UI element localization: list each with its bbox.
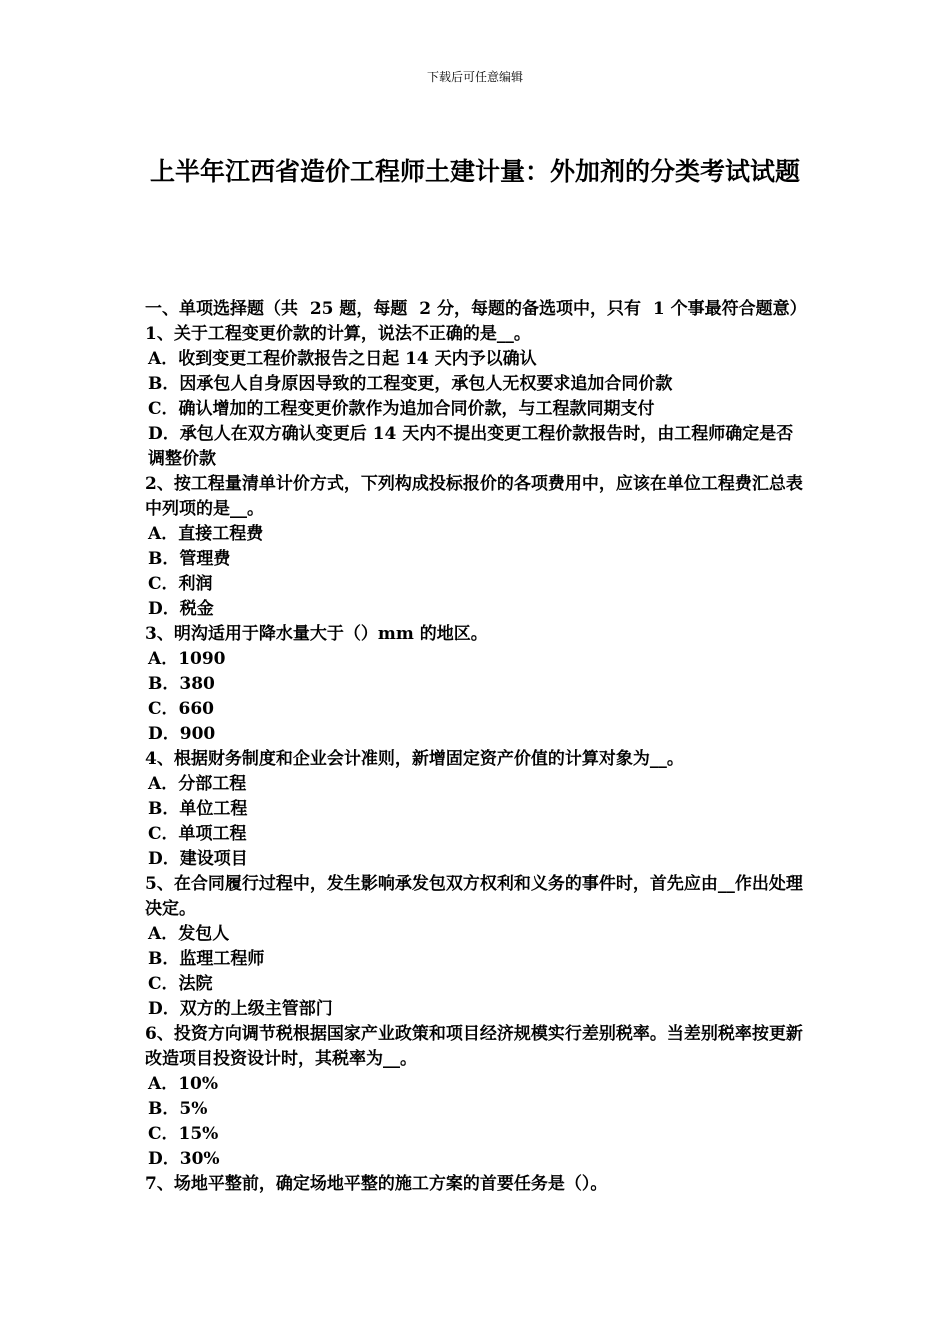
question-4	[145, 747, 807, 872]
option-d: D．双方的上级主管部门	[148, 999, 333, 1019]
option-b: B．监理工程师	[148, 949, 265, 969]
option-d: D．承包人在双方确认变更后 14 天内不提出变更工程价款报告时，由工程师确定是否调整价款	[148, 424, 794, 469]
question-5	[145, 872, 807, 1022]
question-3	[145, 622, 807, 747]
option-a: A．发包人	[148, 924, 230, 944]
option-c: C．15%	[148, 1124, 219, 1144]
section-heading: 一、单项选择题（共 25 题，每题 2 分，每题的备选项中，只有 1 个事最符合题意）	[145, 299, 807, 319]
option-a: A．分部工程	[148, 774, 247, 794]
option-d: D．税金	[148, 599, 214, 619]
option-c: C．法院	[148, 974, 213, 994]
option-c: C．660	[148, 699, 215, 719]
question-stem: 4、根据财务制度和企业会计准则，新增固定资产价值的计算对象为__。	[145, 749, 684, 769]
question-7	[145, 1172, 807, 1197]
option-a: A．直接工程费	[148, 524, 264, 544]
header-note: 下载后可任意编辑	[426, 70, 523, 84]
option-b: B．管理费	[148, 549, 231, 569]
question-stem: 6、投资方向调节税根据国家产业政策和项目经济规模实行差别税率。当差别税率按更新改造项目投资设计时，其税率为__。	[145, 1024, 803, 1069]
question-6	[145, 1022, 807, 1172]
option-a: A．收到变更工程价款报告之日起 14 天内予以确认	[148, 349, 537, 369]
question-stem: 7、场地平整前，确定场地平整的施工方案的首要任务是（）。	[145, 1174, 608, 1194]
question-stem: 3、明沟适用于降水量大于（）mm 的地区。	[145, 624, 488, 644]
option-c: C．利润	[148, 574, 213, 594]
option-b: B．单位工程	[148, 799, 248, 819]
question-stem: 2、按工程量清单计价方式，下列构成投标报价的各项费用中，应该在单位工程费汇总表中列项的是__。	[145, 474, 803, 519]
option-d: D．建设项目	[148, 849, 248, 869]
document-body	[145, 297, 807, 1197]
question-2	[145, 472, 807, 622]
option-d: D．900	[148, 724, 216, 744]
option-d: D．30%	[148, 1149, 220, 1169]
option-b: B．因承包人自身原因导致的工程变更，承包人无权要求追加合同价款	[148, 374, 673, 394]
option-b: B．380	[148, 674, 215, 694]
option-a: A．1090	[148, 649, 226, 669]
question-1	[145, 322, 807, 472]
option-c: C．单项工程	[148, 824, 247, 844]
option-c: C．确认增加的工程变更价款作为追加合同价款，与工程款同期支付	[148, 399, 655, 419]
question-stem: 5、在合同履行过程中，发生影响承发包双方权利和义务的事件时，首先应由__作出处理决定。	[145, 874, 803, 919]
option-a: A．10%	[148, 1074, 219, 1094]
option-b: B．5%	[148, 1099, 208, 1119]
question-stem: 1、关于工程变更价款的计算，说法不正确的是__。	[145, 324, 531, 344]
document-title: 上半年江西省造价工程师土建计量：外加剂的分类考试试题	[149, 157, 800, 186]
